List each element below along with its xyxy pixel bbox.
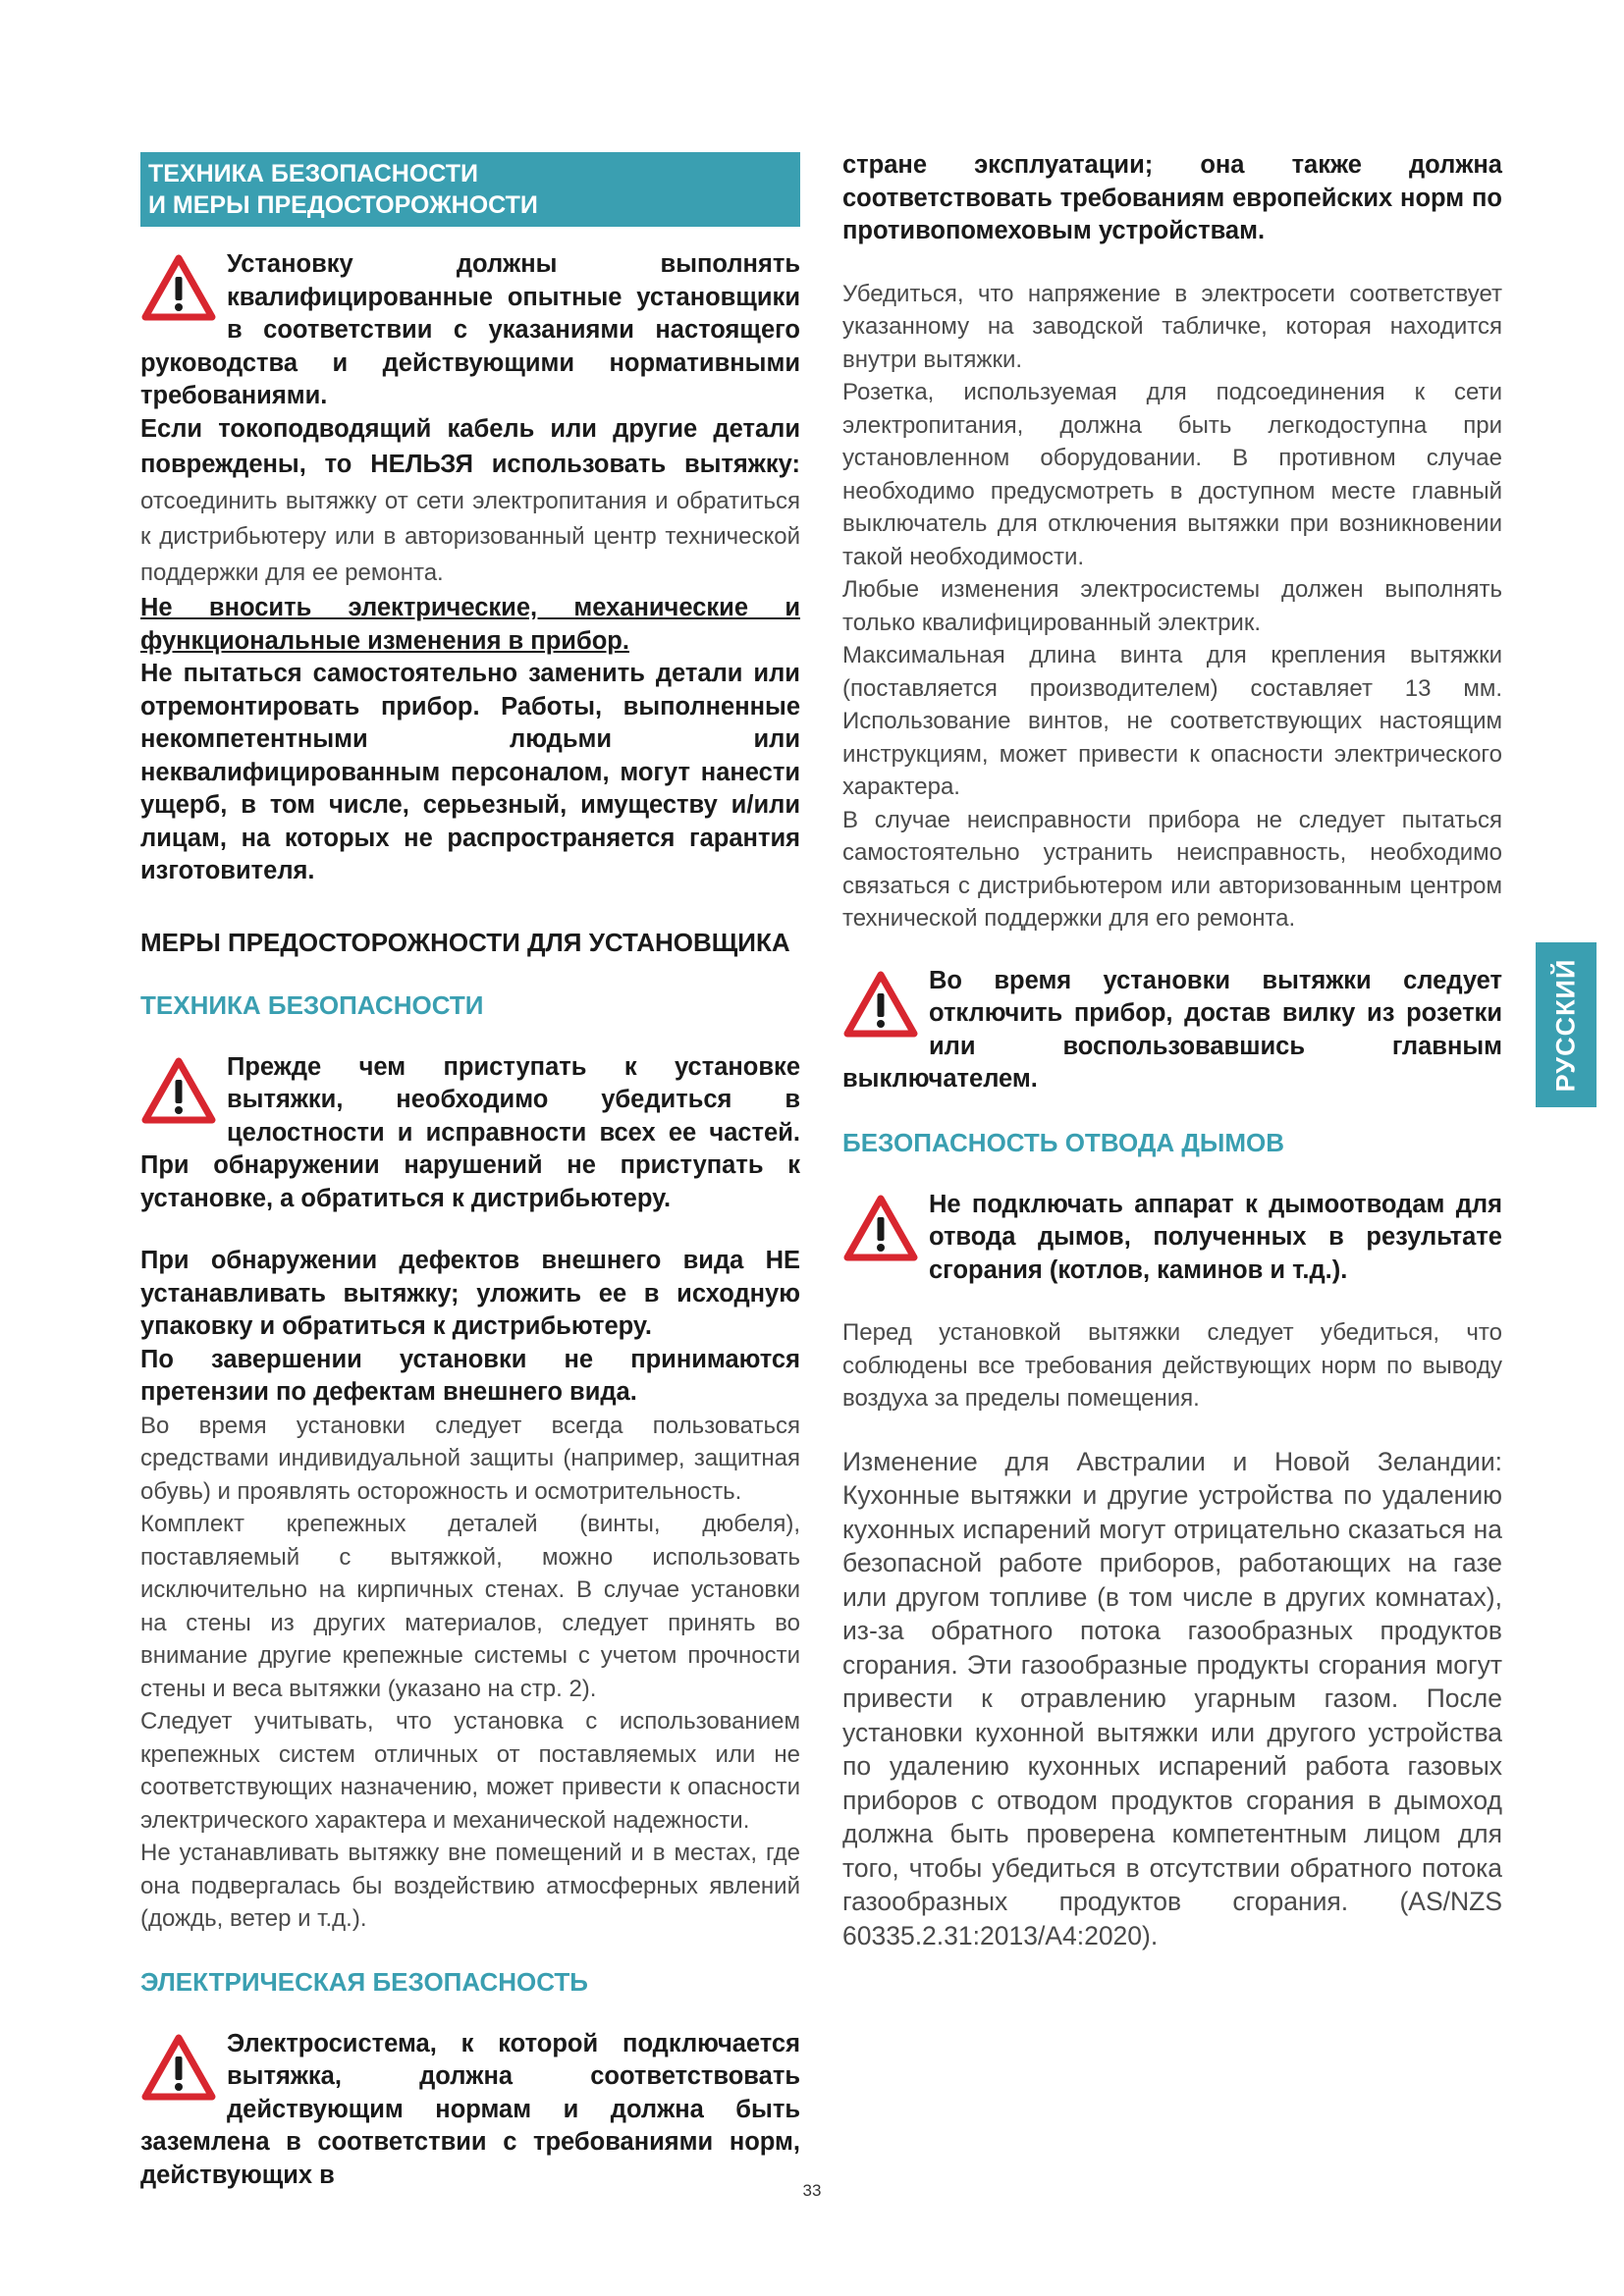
warning-block-smoke xyxy=(842,1189,1502,1288)
warning-triangle-icon xyxy=(842,969,919,1040)
left-column xyxy=(140,152,800,2192)
warning-text-disconnect: Во время установки вытяжки следует отключить прибор, достав вилку из розетки или воспользовавшись главным выключателем. xyxy=(842,966,1502,1093)
cable-light-text: отсоединить вытяжку от сети электропитания и обратиться к дистрибьютеру или в авторизованный центр технической поддержки для ее ремонта. xyxy=(140,487,800,586)
warning-text-electric: Электросистема, к которой подключается вытяжка, должна соответствовать действующим нормам и должна быть заземлена в соответствии с требованиями норм, действующих в xyxy=(140,2029,800,2189)
defects-paragraph: При обнаружении дефектов внешнего вида НЕ устанавливать вытяжку; уложить ее в исходную упаковку и обратиться к дистрибьютеру. xyxy=(140,1247,800,1340)
warning-triangle-icon xyxy=(140,252,217,323)
socket-paragraph: Розетка, используемая для подсоединения к сети электропитания, должна быть легкодоступна при установленном оборудовании. В противном случае необходимо предусмотреть в доступном месте главный выключатель для отключения вытяжки при возникновении такой необходимости. xyxy=(842,379,1502,570)
page-number: 33 xyxy=(802,2181,822,2200)
continue-paragraph: стране эксплуатации; она также должна соответствовать требованиям европейских норм по противопомеховым устройствам. xyxy=(842,151,1502,244)
section-title-line1: ТЕХНИКА БЕЗОПАСНОСТИ xyxy=(148,160,478,187)
right-column xyxy=(842,149,1502,1952)
voltage-paragraph: Убедиться, что напряжение в электросети соответствует указанному на заводской табличке, которая находится внутри вытяжки. xyxy=(842,280,1502,373)
cable-bold-text: Если токоподводящий кабель или другие детали повреждены, то НЕЛЬЗЯ использовать вытяжку: xyxy=(140,414,800,478)
warning-block-qualified xyxy=(140,248,800,413)
warning-triangle-icon xyxy=(842,1193,919,1263)
electric-heading: ЭЛЕКТРИЧЕСКАЯ БЕЗОПАСНОСТЬ xyxy=(140,1966,588,1997)
warning-triangle-icon xyxy=(140,2032,217,2103)
warning-triangle-icon xyxy=(140,1055,217,1126)
warning-block-electric xyxy=(140,2028,800,2193)
section-title xyxy=(140,152,800,227)
safety-heading: ТЕХНИКА БЕЗОПАСНОСТИ xyxy=(140,989,484,1020)
outdoors-paragraph: Не устанавливать вытяжку вне помещений и в местах, где она подвергалась бы воздействию атмосферных явлений (дождь, ветер и т.д.). xyxy=(140,1840,800,1932)
no-repair-paragraph: Не пытаться самостоятельно заменить детали или отремонтировать прибор. Работы, выполненные некомпетентными людьми или неквалифицированным персоналом, могут нанести ущерб, в том числе, серьезный, имуществу и/или лицам, на которых не распространяется гарантия изготовителя. xyxy=(140,660,800,884)
section-title-line2: И МЕРЫ ПРЕДОСТОРОЖНОСТИ xyxy=(148,191,538,219)
malfunction-paragraph: В случае неисправности прибора не следует пытаться самостоятельно устранить неисправность, необходимо связаться с дистрибьютером или авторизованным центром технической поддержки для его ремонта. xyxy=(842,806,1502,932)
norms-paragraph: Перед установкой вытяжки следует убедиться, что соблюдены все требования действующих норм по выводу воздуха за пределы помещения. xyxy=(842,1319,1502,1412)
warning-block-disconnect xyxy=(842,965,1502,1096)
cable-paragraph xyxy=(140,413,800,593)
australia-paragraph: Изменение для Австралии и Новой Зеландии: Кухонные вытяжки и другие устройства по удалению кухонных испарений могут отрицательно сказаться на безопасной работе приборов, работающих на газе или другом топливе (в том числе в других комнатах), из-за обратного потока газообразных продуктов сгорания. Эти газообразные продукты сгорания могут привести к отравлению угарным газом. После установки кухонной вытяжки или другого устройства по удалению кухонных испарений работа газовых приборов с отводом продуктов сгорания в дымоход должна быть проверена компетентным лицом для того, чтобы убедиться в отсутствии обратного потока газообразных продуктов сгорания. (AS/NZS 60335.2.31:2013/A4:2020). xyxy=(842,1446,1502,1950)
warning-text-integrity: Прежде чем приступать к установке вытяжки, необходимо убедиться в целостности и исправности всех ее частей. При обнаружении нарушений не приступать к установке, а обратиться к дистрибьютеру. xyxy=(140,1052,800,1212)
electrician-paragraph: Любые изменения электросистемы должен выполнять только квалифицированный электрик. xyxy=(842,576,1502,636)
protection-paragraph: Во время установки следует всегда пользоваться средствами индивидуальной защиты (например, защитная обувь) и проявлять осторожность и осмотрительность. xyxy=(140,1412,800,1505)
claims-paragraph: По завершении установки не принимаются претензии по дефектам внешнего вида. xyxy=(140,1345,800,1406)
smoke-heading: БЕЗОПАСНОСТЬ ОТВОДА ДЫМОВ xyxy=(842,1127,1284,1157)
kit-paragraph: Комплект крепежных деталей (винты, дюбеля), поставляемый с вытяжкой, можно использовать исключительно на кирпичных стенах. В случае установки на стены из других материалов, следует принять во внимание другие крепежные системы с учетом прочности стены и веса вытяжки (указано на стр. 2). xyxy=(140,1511,800,1702)
warning-block-integrity xyxy=(140,1051,800,1216)
warning-text-qualified: Установку должны выполнять квалифицированные опытные установщики в соответствии с указаниями настоящего руководства и действующими нормативными требованиями. xyxy=(140,250,800,409)
language-tab-label: РУССКИЙ xyxy=(1550,958,1581,1092)
no-changes-paragraph: Не вносить электрические, механические и функциональные изменения в прибор. xyxy=(140,594,800,655)
screw-paragraph: Максимальная длина винта для крепления вытяжки (поставляется производителем) составляет 13 мм. Использование винтов, не соответствующих настоящим инструкциям, может привести к опасности электрического характера. xyxy=(842,642,1502,800)
warning-text-smoke: Не подключать аппарат к дымоотводам для отвода дымов, полученных в результате сгорания (котлов, каминов и т.д.). xyxy=(929,1190,1502,1284)
other-systems-paragraph: Следует учитывать, что установка с использованием крепежных систем отличных от поставляемых или не соответствующих назначению, может привести к опасности электрического характера и механической надежности. xyxy=(140,1708,800,1834)
language-tab xyxy=(1536,942,1597,1107)
installer-heading: МЕРЫ ПРЕДОСТОРОЖНОСТИ ДЛЯ УСТАНОВЩИКА xyxy=(140,927,790,957)
